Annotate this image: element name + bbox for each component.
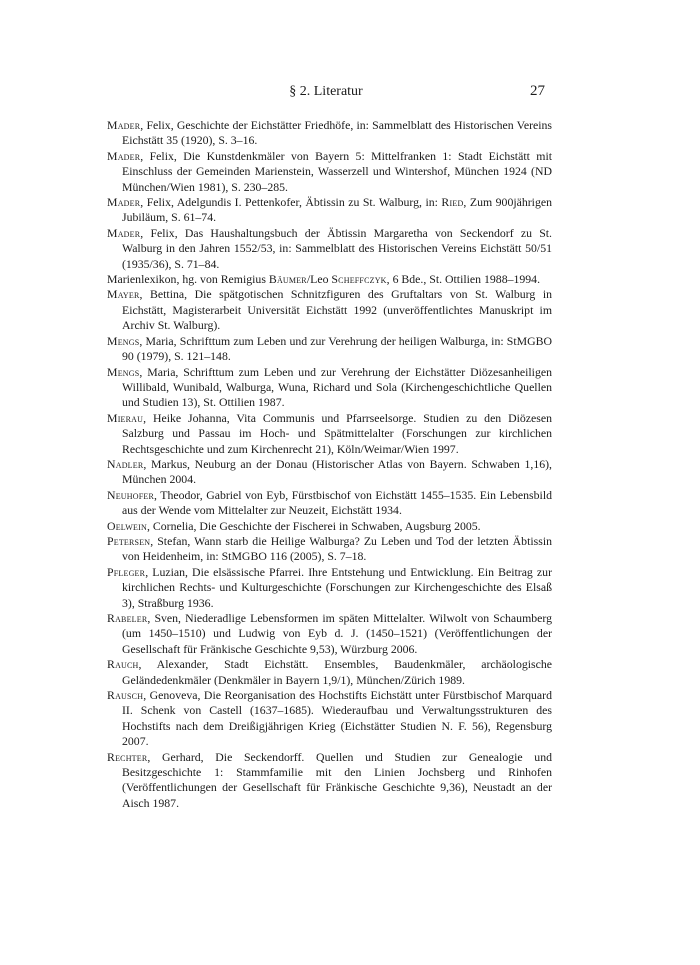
entry-text: , Felix, Die Kunstdenkmäler von Bayern 5: Mittelfranken 1: Stadt Eichstätt mit Einschluss der Gemeinden Marienstein, Wasserzell und Wintershof, München 1924 (ND München/Wien 1981), S. 230–285. <box>122 148 552 194</box>
entry-author: Pfleger <box>107 564 146 579</box>
entry-author: Mader <box>107 225 141 240</box>
entry-text: , Felix, Adelgundis I. Pettenkofer, Äbtissin zu St. Walburg, in: <box>140 195 442 210</box>
entry-author: Mayer <box>107 287 140 302</box>
entry-author: Rabeler <box>107 611 148 625</box>
entry-text: , Bettina, Die spätgotischen Schnitzfiguren des Gruftaltars von St. Walburg in Eichstätt, Magisterarbeit Universität Eichstätt 1992 (unveröffentlichtes Manuskript im Archiv St. Walburg). <box>122 287 552 333</box>
bibliography-entry <box>107 118 552 149</box>
entry-author: Mader <box>107 118 141 132</box>
running-header <box>107 84 545 106</box>
bibliography-entry <box>107 226 552 272</box>
entry-author: Nadler <box>107 456 144 471</box>
entry-editor-name: Ried <box>441 195 464 210</box>
entry-author: Mengs <box>107 364 140 379</box>
bibliography-entry <box>107 334 552 365</box>
bibliography-entry <box>107 750 552 812</box>
bibliography-entry <box>107 272 552 287</box>
entry-text: , Cornelia, Die Geschichte der Fischerei in Schwaben, Augsburg 2005. <box>146 518 481 533</box>
bibliography-entry <box>107 195 552 226</box>
entry-text: , Stefan, Wann starb die Heilige Walburga? Zu Leben und Tod der letzten Äbtissin von Heidenheim, in: StMGBO 116 (2005), S. 7–18. <box>122 533 552 564</box>
bibliography-entry <box>107 534 552 565</box>
entry-text: , Maria, Schrifttum zum Leben und zur Verehrung der Eichstätter Diözesanheiligen Willibald, Wunibald, Walburga, Wuna, Richard und Sola (Kirchengeschichtliche Quellen und Studien 13), St. Ottilien 1987. <box>122 364 552 410</box>
entry-text: , Felix, Das Haushaltungsbuch der Äbtissin Margaretha von Seckendorf zu St. Walburg in den Jahren 1552/53, in: Sammelblatt des Historischen Vereins Eichstätt 50/51 (1935/36), S. 71–84. <box>122 225 552 271</box>
entry-text: , Theodor, Gabriel von Eyb, Fürstbischof von Eichstätt 1455–1535. Ein Lebensbild aus der Wende vom Mittelalter zur Neuzeit, Eichstätt 1934. <box>122 487 552 518</box>
bibliography-entry <box>107 488 552 519</box>
bibliography-entry <box>107 611 552 657</box>
section-title: § 2. Literatur <box>289 84 363 99</box>
bibliography-entry <box>107 657 552 688</box>
entry-author: Rechter <box>107 749 148 764</box>
entry-author: Petersen <box>107 533 151 548</box>
entry-text: , 6 Bde., St. Ottilien 1988–1994. <box>386 272 541 287</box>
bibliography-entry <box>107 365 552 411</box>
bibliography-entry <box>107 565 552 611</box>
entry-author: Mader <box>107 195 141 210</box>
entry-text: /Leo <box>306 272 332 287</box>
bibliography-entry <box>107 287 552 333</box>
entry-text: , Genoveva, Die Reorganisation des Hochstifts Eichstätt unter Fürstbischof Marquard II. Schenk von Castell (1637–1685). Wiederaufbau und Verwaltungsstrukturen des Hochstifts nach dem Dreißigjährigen Krieg (Eichstätter Studien N. F. 56), Regensburg 2007. <box>122 688 552 749</box>
entry-text: , Alexander, Stadt Eichstätt. Ensembles, Baudenkmäler, archäologische Geländedenkmäler (Denkmäler in Bayern 1,9/1), München/Zürich 1989. <box>122 657 552 687</box>
entry-editor-name: Scheffczyk <box>331 272 387 287</box>
entry-text: , Felix, Geschichte der Eichstätter Friedhöfe, in: Sammelblatt des Historischen Vereins Eichstätt 35 (1920), S. 3–16. <box>122 118 552 148</box>
entry-text: , Heike Johanna, Vita Communis und Pfarrseelsorge. Studien zu den Diözesen Salzburg und Passau im Hoch- und Spätmittelalter (Forschungen zur kirchlichen Rechtsgeschichte und zum Kirchenrecht 21), Köln/Weimar/Wien 1997. <box>122 410 552 456</box>
bibliography-entry <box>107 457 552 488</box>
bibliography-list <box>107 118 552 811</box>
entry-text: , Zum 900jährigen Jubiläum, S. 61–74. <box>122 195 552 225</box>
bibliography-entry <box>107 519 552 534</box>
entry-author: Mierau <box>107 410 144 425</box>
entry-text: Marienlexikon, hg. von Remigius <box>107 272 269 287</box>
entry-text: , Gerhard, Die Seckendorff. Quellen und Studien zur Genealogie und Besitzgeschichte 1: Stammfamilie mit den Linien Jochsberg und Rinhofen (Veröffentlichungen der Gesellschaft für Fränkische Geschichte 9,36), Neustadt an der Aisch 1987. <box>122 749 552 810</box>
entry-author: Neuhofer <box>107 487 155 502</box>
bibliography-entry <box>107 411 552 457</box>
entry-text: , Luzian, Die elsässische Pfarrei. Ihre Entstehung und Entwicklung. Ein Beitrag zur kirchlichen Rechts- und Kulturgeschichte (Forschungen zur Kirchengeschichte des Elsaß 3), Straßburg 1936. <box>122 564 552 610</box>
bibliography-entry <box>107 149 552 195</box>
bibliography-entry <box>107 688 552 750</box>
entry-text: , Maria, Schrifttum zum Leben und zur Verehrung der heiligen Walburga, in: StMGBO 90 (1979), S. 121–148. <box>122 333 552 364</box>
entry-text: , Sven, Niederadlige Lebensformen im späten Mittelalter. Wilwolt von Schaumberg (um 1450–1510) und Ludwig von Eyb d. J. (1450–1521) (Veröffentlichungen der Gesellschaft für Fränkische Geschichte 9,53), Würzburg 2006. <box>122 611 552 656</box>
entry-author: Rausch <box>107 688 144 703</box>
entry-author: Mader <box>107 148 141 163</box>
page-number: 27 <box>530 83 545 99</box>
entry-author: Oelwein <box>107 518 147 533</box>
entry-author: Rauch <box>107 657 139 672</box>
entry-author: Mengs <box>107 333 140 348</box>
entry-editor-name: Bäumer <box>268 272 307 287</box>
entry-text: , Markus, Neuburg an der Donau (Historischer Atlas von Bayern. Schwaben 1,16), München 2004. <box>122 456 552 487</box>
